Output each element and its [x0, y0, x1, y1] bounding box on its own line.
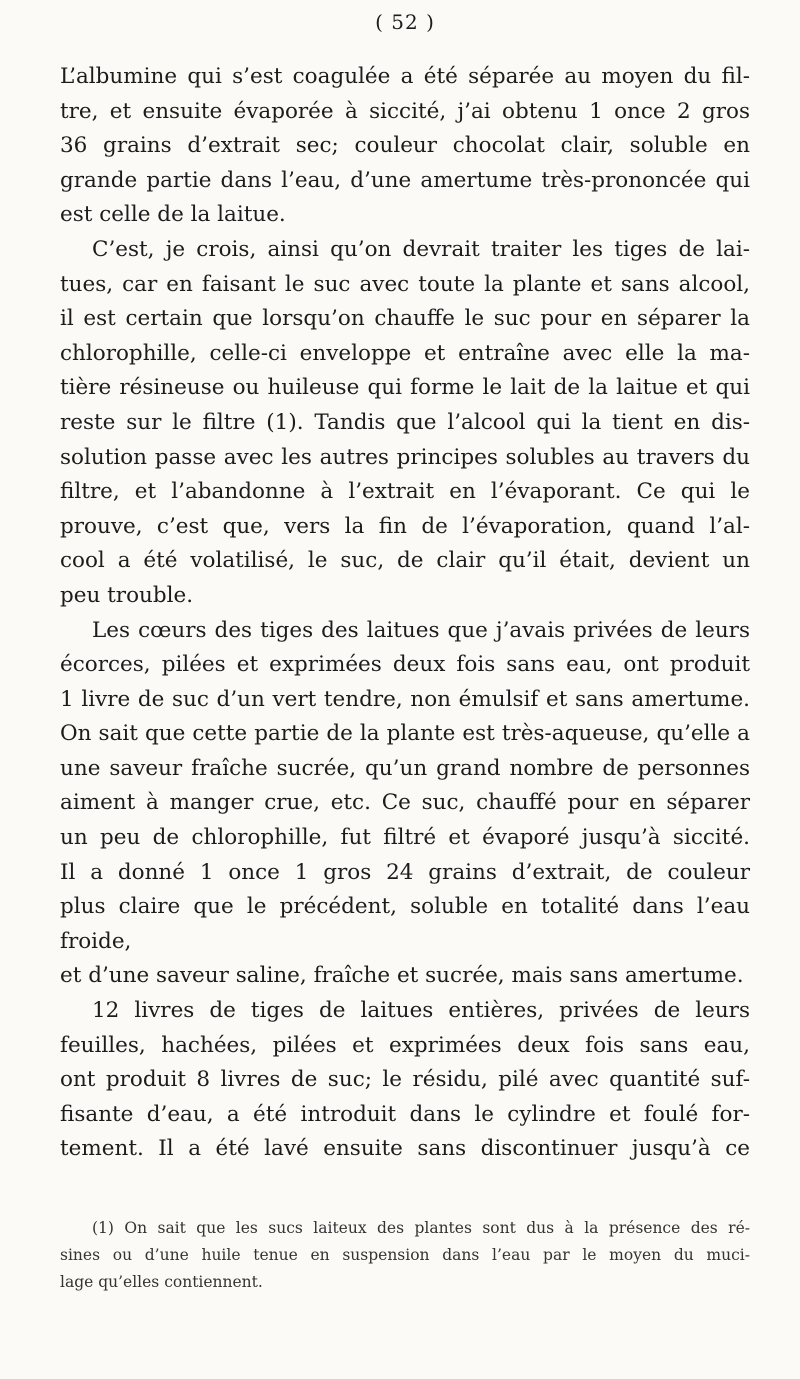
text-line: On sait que cette partie de la plante est très-aqueuse, qu’elle a [60, 721, 750, 747]
text-line: une saveur fraîche sucrée, qu’un grand nombre de personnes [60, 755, 750, 781]
body-text [60, 60, 750, 1167]
text-line: Les cœurs des tiges des laitues que j’avais privées de leurs [92, 617, 750, 643]
text-line: 1 livre de suc d’un vert tendre, non émulsif et sans amertume. [60, 686, 750, 712]
text-line: 36 grains d’extrait sec; couleur chocolat clair, soluble en [60, 133, 750, 159]
footnote-line: lage qu’elles contiennent. [60, 1273, 263, 1291]
text-line: un peu de chlorophille, fut filtré et évaporé jusqu’à siccité. [60, 825, 750, 851]
text-line: reste sur le filtre (1). Tandis que l’alcool qui la tient en dis- [60, 409, 750, 435]
text-line: il est certain que lorsqu’on chauffe le suc pour en séparer la [60, 306, 750, 332]
page-number: ( 52 ) [375, 10, 435, 34]
text-line: ont produit 8 livres de suc; le résidu, pilé avec quantité suf- [60, 1067, 750, 1093]
text-line: L’albumine qui s’est coagulée a été séparée au moyen du fil- [60, 64, 750, 89]
text-line: prouve, c’est que, vers la fin de l’évaporation, quand l’al- [60, 513, 750, 539]
text-line: filtre, et l’abandonne à l’extrait en l’évaporant. Ce qui le [60, 479, 750, 505]
page [60, 0, 750, 1379]
text-line: aiment à manger crue, etc. Ce suc, chauffé pour en séparer [60, 790, 750, 816]
footnote-line: (1) On sait que les sucs laiteux des plantes sont dus à la présence des ré- [92, 1219, 750, 1237]
text-line: 12 livres de tiges de laitues entières, privées de leurs [92, 998, 750, 1024]
text-line: feuilles, hachées, pilées et exprimées deux fois sans eau, [60, 1032, 750, 1058]
text-line: tues, car en faisant le suc avec toute la plante et sans alcool, [60, 271, 750, 297]
text-line: et d’une saveur saline, fraîche et sucrée, mais sans amertume. [60, 963, 744, 989]
text-line: peu trouble. [60, 582, 194, 608]
text-line: Il a donné 1 once 1 gros 24 grains d’extrait, de couleur [60, 859, 750, 885]
text-line: tement. Il a été lavé ensuite sans discontinuer jusqu’à ce [60, 1136, 750, 1162]
footnote [60, 1215, 750, 1296]
text-line: écorces, pilées et exprimées deux fois sans eau, ont produit [60, 652, 750, 678]
text-line: tière résineuse ou huileuse qui forme le lait de la laitue et qui [60, 375, 750, 401]
text-line: cool a été volatilisé, le suc, de clair qu’il était, devient un [60, 548, 750, 574]
text-line: grande partie dans l’eau, d’une amertume très-prononcée qui [60, 167, 750, 193]
text-line: tre, et ensuite évaporée à siccité, j’ai obtenu 1 once 2 gros [60, 98, 750, 124]
text-line: solution passe avec les autres principes solubles au travers du [60, 444, 750, 470]
text-line: plus claire que le précédent, soluble en totalité dans l’eau froide, [60, 894, 750, 954]
text-line: C’est, je crois, ainsi qu’on devrait traiter les tiges de lai- [92, 236, 750, 262]
footnote-line: sines ou d’une huile tenue en suspension dans l’eau par le moyen du muci- [60, 1246, 750, 1264]
text-line: est celle de la laitue. [60, 202, 286, 228]
text-line: chlorophille, celle-ci enveloppe et entraîne avec elle la ma- [60, 340, 750, 366]
text-line: fisante d’eau, a été introduit dans le cylindre et foulé for- [60, 1101, 750, 1127]
